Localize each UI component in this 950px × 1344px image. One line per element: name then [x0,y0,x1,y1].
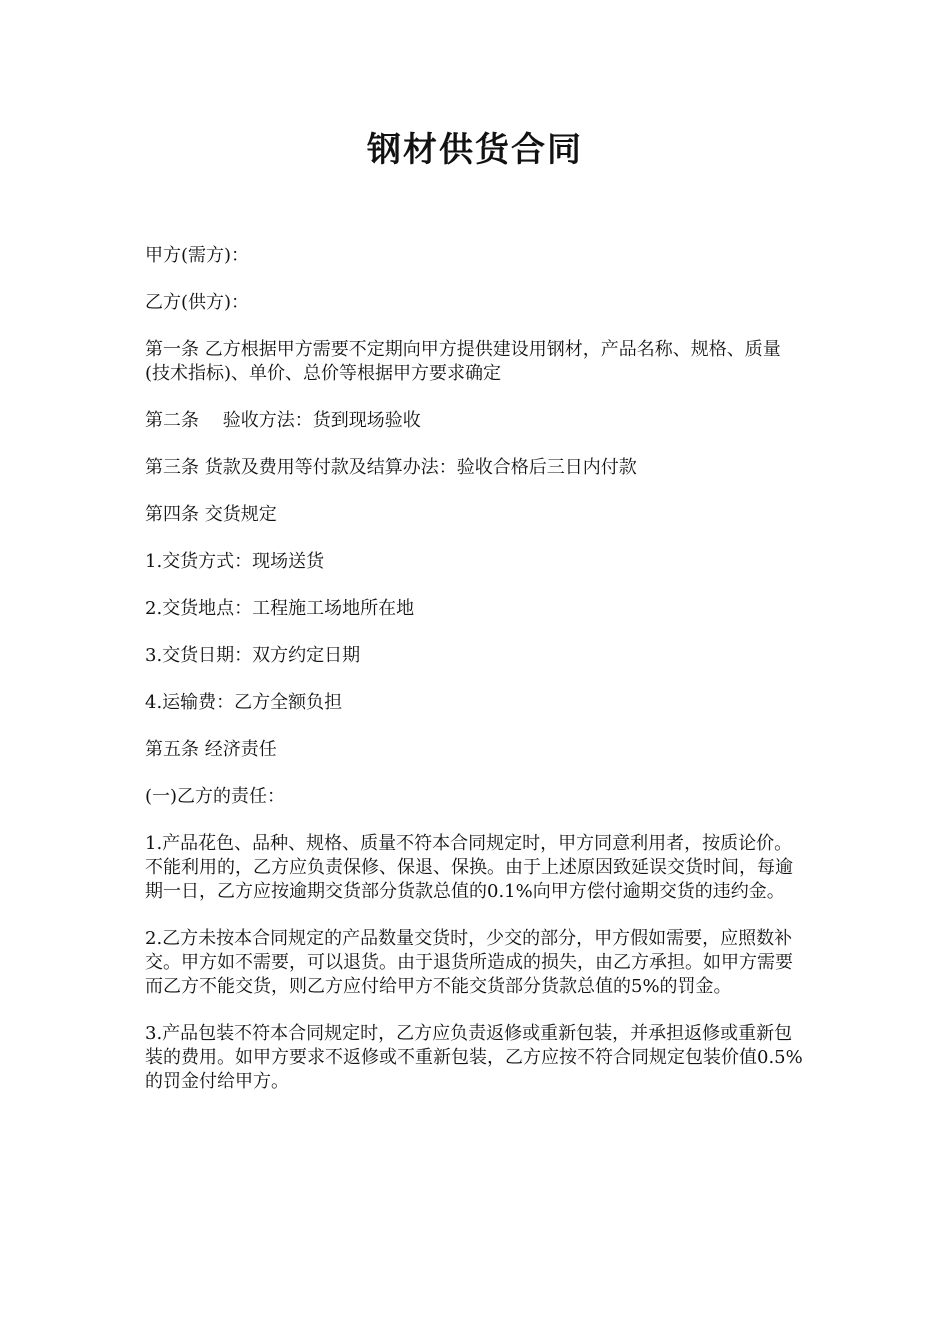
article-2: 第二条 验收方法：货到现场验收 [145,410,421,431]
party-b-line: 乙方(供方)： [145,292,250,313]
article-3: 第三条 货款及费用等付款及结算办法：验收合格后三日内付款 [145,457,637,478]
delivery-date: 3.交货日期：双方约定日期 [145,645,361,666]
responsibility-item-2: 2.乙方未按本合同规定的产品数量交货时，少交的部分，甲方假如需要，应照数补交。甲方如不需要，可以退货。由于退货所造成的损失，由乙方承担。如甲方需要而乙方不能交货，则乙方应付给甲方不能交货部分货款总值的5%的罚金。 [145,928,793,997]
contract-body [145,244,805,1117]
delivery-method: 1.交货方式：现场送货 [145,551,325,572]
delivery-location: 2.交货地点：工程施工场地所在地 [145,598,415,619]
party-a-line: 甲方(需方)： [145,245,250,266]
party-b-responsibility-heading: (一)乙方的责任： [145,786,286,807]
article-4-heading: 第四条 交货规定 [145,504,277,525]
responsibility-item-1: 1.产品花色、品种、规格、质量不符本合同规定时，甲方同意利用者，按质论价。不能利用的，乙方应负责保修、保退、保换。由于上述原因致延误交货时间，每逾期一日，乙方应按逾期交货部分货款总值的0.1%向甲方偿付逾期交货的违约金。 [145,833,793,902]
document-title: 钢材供货合同 [367,130,583,170]
article-5-heading: 第五条 经济责任 [145,739,277,760]
responsibility-item-3: 3.产品包装不符本合同规定时，乙方应负责返修或重新包装，并承担返修或重新包装的费用。如甲方要求不返修或不重新包装，乙方应按不符合同规定包装价值0.5%的罚金付给甲方。 [145,1023,803,1092]
article-1: 第一条 乙方根据甲方需要不定期向甲方提供建设用钢材，产品名称、规格、质量(技术指标)、单价、总价等根据甲方要求确定 [145,339,781,384]
transport-fee: 4.运输费：乙方全额负担 [145,692,343,713]
